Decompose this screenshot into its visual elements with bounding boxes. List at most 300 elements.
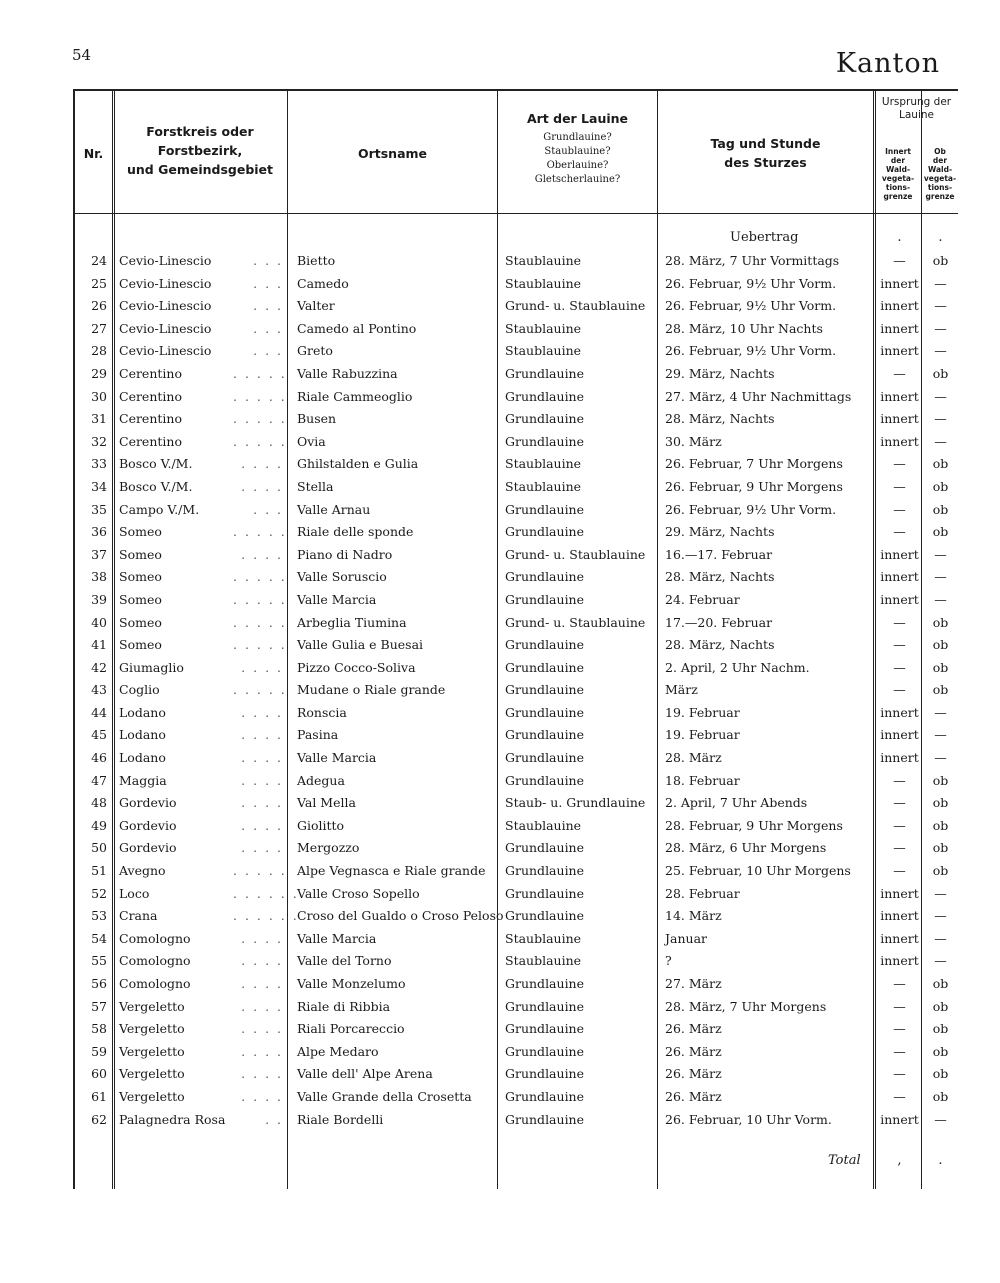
row-tag-stunde: 27. März: [665, 976, 722, 991]
row-ob: —: [934, 343, 947, 359]
row-art: Grundlauine: [505, 433, 585, 449]
row-forstkreis: Someo: [119, 524, 162, 540]
row-art: Grundlauine: [505, 885, 585, 901]
row-leader-dots: . . .: [253, 275, 283, 291]
row-art: Staublauine: [505, 456, 582, 472]
row-tag-stunde: 26. März: [665, 1021, 722, 1037]
row-number: 49: [91, 817, 107, 833]
row-tag-stunde: 2. April, 7 Uhr Abends: [665, 795, 808, 811]
row-number: 31: [91, 411, 107, 427]
row-ortsname: Mergozzo: [297, 840, 360, 856]
table-row: [73, 1086, 958, 1109]
table-row: [73, 905, 958, 928]
row-forstkreis: Cevio-Linescio: [119, 320, 212, 336]
header-ort: Ortsname: [357, 146, 428, 161]
row-tag-stunde: 26. Februar, 7 Uhr Morgens: [665, 456, 843, 472]
table-row: [73, 295, 958, 318]
row-tag-stunde: 2. April, 2 Uhr Nachm.: [665, 659, 810, 675]
row-ob: —: [934, 320, 947, 336]
row-ob: ob: [932, 253, 949, 268]
row-art: Staub- u. Grundlauine: [505, 795, 646, 811]
row-tag-stunde: 28. März, 7 Uhr Morgens: [665, 998, 827, 1014]
row-number: 25: [91, 275, 107, 291]
row-forstkreis: Lodano: [119, 750, 166, 766]
row-forstkreis: Cerentino: [119, 433, 182, 449]
row-number: 51: [91, 863, 107, 879]
row-leader-dots: . . . .: [241, 976, 283, 991]
table-row: [73, 928, 958, 951]
row-tag-stunde: 26. Februar, 9½ Uhr Vorm.: [665, 501, 837, 517]
row-ortsname: Adegua: [297, 772, 345, 788]
row-number: 56: [91, 976, 107, 991]
row-ob: ob: [932, 1043, 949, 1059]
row-tag-stunde: 29. März, Nachts: [665, 365, 775, 381]
header-rule: [73, 213, 958, 214]
row-ob: —: [934, 908, 947, 924]
row-ortsname: Pasina: [297, 727, 339, 743]
table-row: [73, 566, 958, 589]
ubertrag-ob: .: [938, 230, 943, 245]
row-ob: ob: [932, 840, 949, 856]
row-innert: —: [893, 637, 906, 653]
row-innert: —: [893, 682, 906, 698]
row-innert: —: [893, 795, 906, 811]
row-number: 59: [91, 1043, 107, 1059]
row-forstkreis: Cerentino: [119, 411, 182, 427]
row-ortsname: Croso del Gualdo o Croso Peloso: [297, 908, 504, 924]
row-number: 30: [91, 388, 107, 404]
row-forstkreis: Lodano: [119, 704, 166, 720]
row-number: 40: [91, 614, 107, 630]
row-innert: —: [893, 501, 906, 517]
row-number: 61: [91, 1088, 107, 1104]
row-number: 60: [91, 1066, 107, 1082]
row-ortsname: Valle Monzelumo: [297, 976, 406, 991]
row-tag-stunde: 28. März, 6 Uhr Morgens: [665, 840, 827, 856]
row-ortsname: Ronscia: [297, 704, 347, 720]
row-ob: ob: [932, 637, 949, 653]
row-leader-dots: . . . . .: [233, 637, 287, 653]
table-row: [73, 431, 958, 454]
row-art: Grundlauine: [505, 411, 585, 427]
table-row: [73, 702, 958, 725]
row-forstkreis: Campo V./M.: [119, 501, 200, 517]
table-row: [73, 815, 958, 838]
row-forstkreis: Comologno: [119, 930, 191, 946]
row-innert: innert: [880, 343, 919, 359]
row-number: 33: [91, 456, 107, 472]
row-leader-dots: . . . . .: [233, 388, 287, 404]
row-forstkreis: Gordevio: [119, 817, 177, 833]
row-innert: —: [893, 456, 906, 472]
row-number: 44: [91, 704, 107, 720]
row-tag-stunde: 19. Februar: [665, 704, 740, 720]
row-number: 27: [91, 320, 107, 336]
row-innert: innert: [880, 569, 919, 585]
row-forstkreis: Avegno: [119, 863, 166, 879]
row-number: 26: [91, 298, 107, 314]
row-innert: —: [893, 840, 906, 856]
table-row: [73, 747, 958, 770]
row-number: 36: [91, 524, 107, 540]
row-number: 47: [91, 772, 107, 788]
row-ortsname: Valle Marcia: [297, 591, 377, 607]
row-leader-dots: . . . . . .: [233, 885, 299, 901]
row-ob: ob: [932, 817, 949, 833]
row-ortsname: Valle Croso Sopello: [297, 885, 420, 901]
table-row: [73, 1109, 958, 1132]
ubertrag-innert: .: [897, 230, 902, 245]
row-tag-stunde: 27. März, 4 Uhr Nachmittags: [665, 388, 852, 404]
header-kreis: Forstkreis oder Forstbezirk, und Gemeindsgebiet: [126, 124, 274, 177]
row-number: 42: [91, 659, 107, 675]
row-art: Grund- u. Staublauine: [505, 546, 646, 562]
row-tag-stunde: 29. März, Nachts: [665, 524, 775, 540]
row-ob: ob: [932, 863, 949, 879]
row-number: 50: [91, 840, 107, 856]
table-row: [73, 837, 958, 860]
row-tag-stunde: 26. März: [665, 1088, 722, 1104]
row-leader-dots: . . . .: [241, 930, 283, 946]
row-ob: ob: [932, 524, 949, 540]
row-forstkreis: Someo: [119, 569, 162, 585]
row-art: Grundlauine: [505, 908, 585, 924]
row-ortsname: Riale Cammeoglio: [297, 388, 413, 404]
total-label: Total: [828, 1153, 861, 1168]
row-tag-stunde: 26. Februar, 9½ Uhr Vorm.: [665, 275, 837, 291]
row-innert: —: [893, 524, 906, 540]
row-leader-dots: . . . .: [241, 998, 283, 1014]
row-tag-stunde: 28. März, 10 Uhr Nachts: [665, 320, 823, 336]
row-leader-dots: . . . . .: [233, 863, 287, 879]
row-tag-stunde: März: [665, 682, 698, 698]
row-ob: —: [934, 750, 947, 766]
row-ortsname: Camedo: [297, 275, 349, 291]
row-leader-dots: . . . . .: [233, 365, 287, 381]
row-leader-dots: . . . . .: [233, 569, 287, 585]
row-forstkreis: Lodano: [119, 727, 166, 743]
running-head: Kanton: [835, 48, 940, 79]
row-number: 55: [91, 953, 107, 969]
row-forstkreis: Cerentino: [119, 388, 182, 404]
row-ob: —: [934, 930, 947, 946]
row-leader-dots: . . . .: [241, 840, 283, 856]
row-ob: —: [934, 433, 947, 449]
row-ob: —: [934, 298, 947, 314]
row-forstkreis: Cevio-Linescio: [119, 343, 212, 359]
row-art: Staublauine: [505, 275, 582, 291]
row-ortsname: Giolitto: [297, 817, 345, 833]
row-forstkreis: Vergeletto: [119, 998, 185, 1014]
row-ortsname: Bietto: [297, 253, 336, 268]
row-ortsname: Riali Porcareccio: [297, 1021, 405, 1037]
table-row: [73, 770, 958, 793]
table-row: [73, 589, 958, 612]
table-row: [73, 521, 958, 544]
table-row: [73, 340, 958, 363]
row-forstkreis: Someo: [119, 591, 162, 607]
row-ortsname: Riale delle sponde: [297, 524, 414, 540]
row-leader-dots: . . . .: [241, 750, 283, 766]
row-leader-dots: . . . .: [241, 1066, 283, 1082]
table-row: [73, 318, 958, 341]
row-forstkreis: Comologno: [119, 976, 191, 991]
row-art: Grundlauine: [505, 365, 585, 381]
row-ob: ob: [932, 1088, 949, 1104]
row-innert: —: [893, 863, 906, 879]
header-innert: Innert der Wald- vegeta- tions- grenze: [881, 147, 915, 201]
row-forstkreis: Vergeletto: [119, 1021, 185, 1037]
row-innert: —: [893, 772, 906, 788]
row-ob: ob: [932, 976, 949, 991]
page-number: 54: [72, 46, 92, 64]
row-art: Grundlauine: [505, 1088, 585, 1104]
row-number: 57: [91, 998, 107, 1014]
row-ob: —: [934, 569, 947, 585]
row-ob: ob: [932, 659, 949, 675]
row-leader-dots: . . . . .: [233, 433, 287, 449]
row-ortsname: Valle Soruscio: [297, 569, 387, 585]
row-tag-stunde: 28. März: [665, 750, 722, 766]
row-ob: —: [934, 704, 947, 720]
row-ortsname: Riale di Ribbia: [297, 998, 391, 1014]
row-forstkreis: Bosco V./M.: [119, 478, 193, 494]
row-number: 62: [91, 1111, 107, 1127]
row-leader-dots: . . .: [253, 501, 283, 517]
header-nr: Nr.: [83, 146, 104, 161]
row-ob: ob: [932, 501, 949, 517]
row-leader-dots: . . . .: [241, 478, 283, 494]
row-leader-dots: . . . . .: [233, 411, 287, 427]
row-leader-dots: . . .: [253, 343, 283, 359]
row-leader-dots: . . . .: [241, 1021, 283, 1037]
row-ortsname: Ovia: [297, 433, 326, 449]
row-forstkreis: Coglio: [119, 682, 160, 698]
row-ortsname: Valle Grande della Crosetta: [297, 1088, 472, 1104]
table-row: [73, 1018, 958, 1041]
row-ortsname: Alpe Medaro: [297, 1043, 379, 1059]
table-row: [73, 657, 958, 680]
row-number: 45: [91, 727, 107, 743]
row-tag-stunde: 25. Februar, 10 Uhr Morgens: [665, 863, 851, 879]
row-leader-dots: . .: [265, 1111, 283, 1127]
total-ob: .: [938, 1153, 943, 1168]
row-tag-stunde: 28. März, Nachts: [665, 637, 775, 653]
row-number: 48: [91, 795, 107, 811]
table-body: [73, 250, 958, 1131]
row-ob: —: [934, 411, 947, 427]
row-innert: innert: [880, 727, 919, 743]
row-ob: —: [934, 388, 947, 404]
row-art: Grundlauine: [505, 1111, 585, 1127]
row-innert: —: [893, 817, 906, 833]
row-tag-stunde: Januar: [665, 930, 707, 946]
row-tag-stunde: 26. Februar, 10 Uhr Vorm.: [665, 1111, 832, 1127]
row-innert: —: [893, 659, 906, 675]
row-forstkreis: Vergeletto: [119, 1043, 185, 1059]
row-forstkreis: Cevio-Linescio: [119, 253, 212, 268]
row-art: Grundlauine: [505, 998, 585, 1014]
row-forstkreis: Gordevio: [119, 840, 177, 856]
row-number: 34: [91, 478, 107, 494]
table-row: [73, 973, 958, 996]
row-art: Staublauine: [505, 478, 582, 494]
row-art: Staublauine: [505, 817, 582, 833]
table-row: [73, 634, 958, 657]
row-innert: —: [893, 1043, 906, 1059]
row-tag-stunde: 26. Februar, 9½ Uhr Vorm.: [665, 343, 837, 359]
row-innert: innert: [880, 930, 919, 946]
row-innert: innert: [880, 275, 919, 291]
row-tag-stunde: 18. Februar: [665, 772, 740, 788]
row-number: 32: [91, 433, 107, 449]
header-ob: Ob der Wald- vegeta- tions- grenze: [923, 147, 957, 201]
row-number: 35: [91, 501, 107, 517]
row-forstkreis: Vergeletto: [119, 1088, 185, 1104]
row-ob: —: [934, 1111, 947, 1127]
row-art: Grundlauine: [505, 976, 585, 991]
row-leader-dots: . . . .: [241, 1043, 283, 1059]
row-innert: innert: [880, 750, 919, 766]
row-ortsname: Valle del Torno: [297, 953, 392, 969]
row-forstkreis: Cevio-Linescio: [119, 275, 212, 291]
row-tag-stunde: 26. März: [665, 1066, 722, 1082]
row-ob: ob: [932, 772, 949, 788]
row-ob: —: [934, 727, 947, 743]
row-art: Grundlauine: [505, 727, 585, 743]
row-forstkreis: Comologno: [119, 953, 191, 969]
row-tag-stunde: 26. Februar, 9 Uhr Morgens: [665, 478, 843, 494]
row-leader-dots: . . . .: [241, 795, 283, 811]
row-tag-stunde: 16.—17. Februar: [665, 546, 773, 562]
row-leader-dots: . . . .: [241, 817, 283, 833]
row-ob: ob: [932, 795, 949, 811]
row-art: Grund- u. Staublauine: [505, 298, 646, 314]
total-innert: ,: [897, 1153, 902, 1168]
row-ob: ob: [932, 365, 949, 381]
row-art: Grundlauine: [505, 501, 585, 517]
row-number: 39: [91, 591, 107, 607]
row-number: 54: [91, 930, 107, 946]
row-forstkreis: Bosco V./M.: [119, 456, 193, 472]
row-art: Grundlauine: [505, 659, 585, 675]
row-art: Grundlauine: [505, 591, 585, 607]
row-ortsname: Val Mella: [297, 795, 356, 811]
table-row: [73, 544, 958, 567]
row-art: Grundlauine: [505, 569, 585, 585]
row-leader-dots: . . . .: [241, 659, 283, 675]
row-innert: —: [893, 478, 906, 494]
row-ob: —: [934, 546, 947, 562]
header-tag: Tag und Stunde des Sturzes: [710, 136, 821, 170]
row-art: Staublauine: [505, 953, 582, 969]
row-leader-dots: . . . .: [241, 727, 283, 743]
row-leader-dots: . . . . .: [233, 682, 287, 698]
table-row: [73, 408, 958, 431]
row-art: Grundlauine: [505, 637, 585, 653]
row-tag-stunde: 30. März: [665, 433, 722, 449]
row-art: Grundlauine: [505, 704, 585, 720]
row-innert: innert: [880, 546, 919, 562]
table-row: [73, 386, 958, 409]
row-number: 38: [91, 569, 107, 585]
row-leader-dots: . . . .: [241, 546, 283, 562]
row-forstkreis: Gordevio: [119, 795, 177, 811]
table-row: [73, 476, 958, 499]
row-innert: innert: [880, 591, 919, 607]
row-leader-dots: . . . .: [241, 953, 283, 969]
row-number: 52: [91, 885, 107, 901]
row-tag-stunde: 26. März: [665, 1043, 722, 1059]
row-art: Staublauine: [505, 930, 582, 946]
table-row: [73, 250, 958, 273]
row-ortsname: Valle Marcia: [297, 930, 377, 946]
row-number: 58: [91, 1021, 107, 1037]
table-row: [73, 273, 958, 296]
row-ortsname: Riale Bordelli: [297, 1111, 384, 1127]
row-art: Staublauine: [505, 343, 582, 359]
row-art: Grundlauine: [505, 772, 585, 788]
row-forstkreis: Palagnedra Rosa: [119, 1111, 226, 1127]
row-forstkreis: Loco: [119, 885, 150, 901]
table-row: [73, 1063, 958, 1086]
row-leader-dots: . . . . .: [233, 614, 287, 630]
table-row: [73, 679, 958, 702]
row-ortsname: Valter: [297, 298, 335, 314]
row-innert: innert: [880, 320, 919, 336]
row-leader-dots: . . . .: [241, 456, 283, 472]
row-ob: —: [934, 953, 947, 969]
row-leader-dots: . . .: [253, 253, 283, 268]
row-ortsname: Pizzo Cocco-Soliva: [297, 659, 416, 675]
row-innert: —: [893, 1021, 906, 1037]
row-innert: —: [893, 365, 906, 381]
row-innert: innert: [880, 885, 919, 901]
row-ob: —: [934, 591, 947, 607]
row-art: Grundlauine: [505, 1021, 585, 1037]
table-row: [73, 499, 958, 522]
row-forstkreis: Someo: [119, 546, 162, 562]
row-innert: —: [893, 976, 906, 991]
header-art-title: Art der Lauine: [526, 111, 629, 126]
row-leader-dots: . . . .: [241, 1088, 283, 1104]
row-tag-stunde: 28. März, Nachts: [665, 569, 775, 585]
row-number: 37: [91, 546, 107, 562]
row-leader-dots: . . .: [253, 298, 283, 314]
row-ob: —: [934, 275, 947, 291]
row-leader-dots: . . . . .: [233, 591, 287, 607]
row-ortsname: Ghilstalden e Gulia: [297, 456, 419, 472]
row-ortsname: Valle dell' Alpe Arena: [297, 1066, 433, 1082]
row-ob: ob: [932, 1021, 949, 1037]
row-leader-dots: . . . . .: [233, 524, 287, 540]
row-leader-dots: . . . . . .: [233, 908, 299, 924]
table-row: [73, 950, 958, 973]
row-tag-stunde: 19. Februar: [665, 727, 740, 743]
row-tag-stunde: 28. März, Nachts: [665, 411, 775, 427]
row-number: 41: [91, 637, 107, 653]
row-art: Grundlauine: [505, 388, 585, 404]
header-art-sub: Grundlauine? Staublauine? Oberlauine? Gletscherlauine?: [534, 132, 621, 185]
row-innert: innert: [880, 908, 919, 924]
row-number: 29: [91, 365, 107, 381]
row-ob: ob: [932, 998, 949, 1014]
table-row: [73, 1041, 958, 1064]
row-art: Grundlauine: [505, 1066, 585, 1082]
table-row: [73, 724, 958, 747]
row-tag-stunde: 14. März: [665, 908, 722, 924]
row-innert: —: [893, 998, 906, 1014]
